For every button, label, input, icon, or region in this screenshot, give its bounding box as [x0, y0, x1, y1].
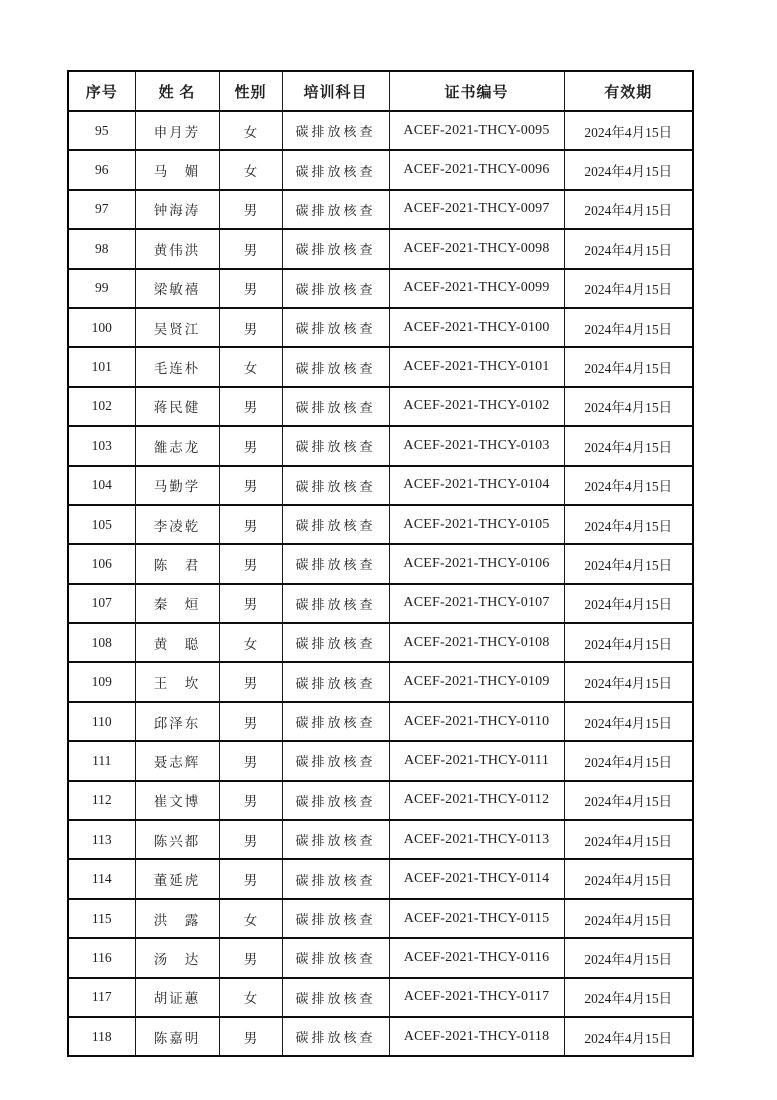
cell-name: 聂志辉: [135, 741, 219, 780]
cell-name: 李凌乾: [135, 505, 219, 544]
table-row: [68, 820, 693, 859]
cell-subject: 碳排放核查: [282, 308, 389, 347]
certificate-table: [67, 70, 694, 1057]
cell-subject: 碳排放核查: [282, 466, 389, 505]
cell-cert-number: ACEF-2021-THCY-0105: [389, 505, 564, 544]
cell-validity: 2024年4月15日: [564, 859, 693, 898]
cell-name: 王 坎: [135, 662, 219, 701]
cell-gender: 男: [219, 781, 282, 820]
cell-cert-number: ACEF-2021-THCY-0114: [389, 859, 564, 898]
cell-subject: 碳排放核查: [282, 978, 389, 1017]
cell-cert-number: ACEF-2021-THCY-0111: [389, 741, 564, 780]
cell-name: 马勤学: [135, 466, 219, 505]
cell-validity: 2024年4月15日: [564, 584, 693, 623]
cell-name: 马 媚: [135, 150, 219, 189]
cell-gender: 男: [219, 308, 282, 347]
cell-validity: 2024年4月15日: [564, 978, 693, 1017]
cell-index: 101: [68, 347, 135, 386]
cell-subject: 碳排放核查: [282, 899, 389, 938]
cell-subject: 碳排放核查: [282, 229, 389, 268]
cell-index: 108: [68, 623, 135, 662]
cell-validity: 2024年4月15日: [564, 150, 693, 189]
cell-name: 梁敏禧: [135, 269, 219, 308]
cell-index: 109: [68, 662, 135, 701]
cell-gender: 男: [219, 426, 282, 465]
cell-name: 陈 君: [135, 544, 219, 583]
table-row: [68, 978, 693, 1017]
cell-name: 黄伟洪: [135, 229, 219, 268]
cell-validity: 2024年4月15日: [564, 702, 693, 741]
table-row: [68, 859, 693, 898]
cell-subject: 碳排放核查: [282, 859, 389, 898]
cell-subject: 碳排放核查: [282, 623, 389, 662]
cell-cert-number: ACEF-2021-THCY-0118: [389, 1017, 564, 1056]
cell-validity: 2024年4月15日: [564, 899, 693, 938]
cell-cert-number: ACEF-2021-THCY-0108: [389, 623, 564, 662]
cell-validity: 2024年4月15日: [564, 308, 693, 347]
cell-index: 115: [68, 899, 135, 938]
cell-index: 103: [68, 426, 135, 465]
cell-name: 陈兴都: [135, 820, 219, 859]
cell-validity: 2024年4月15日: [564, 820, 693, 859]
cell-gender: 男: [219, 466, 282, 505]
cell-gender: 男: [219, 269, 282, 308]
cell-subject: 碳排放核查: [282, 781, 389, 820]
cell-index: 117: [68, 978, 135, 1017]
cell-index: 98: [68, 229, 135, 268]
cell-subject: 碳排放核查: [282, 190, 389, 229]
cell-name: 董延虎: [135, 859, 219, 898]
table-row: [68, 150, 693, 189]
cell-name: 邱泽东: [135, 702, 219, 741]
cell-validity: 2024年4月15日: [564, 938, 693, 977]
table-row: [68, 899, 693, 938]
table-row: [68, 466, 693, 505]
cell-name: 申月芳: [135, 111, 219, 150]
cell-gender: 男: [219, 584, 282, 623]
cell-index: 102: [68, 387, 135, 426]
cell-gender: 女: [219, 899, 282, 938]
cell-subject: 碳排放核查: [282, 269, 389, 308]
header-subject: 培训科目: [282, 71, 389, 111]
cell-name: 雒志龙: [135, 426, 219, 465]
header-validity: 有效期: [564, 71, 693, 111]
table-row: [68, 387, 693, 426]
cell-subject: 碳排放核查: [282, 426, 389, 465]
cell-gender: 女: [219, 978, 282, 1017]
cell-validity: 2024年4月15日: [564, 623, 693, 662]
header-row: [68, 71, 693, 111]
cell-cert-number: ACEF-2021-THCY-0100: [389, 308, 564, 347]
table-row: [68, 781, 693, 820]
cell-index: 118: [68, 1017, 135, 1056]
cell-gender: 女: [219, 347, 282, 386]
cell-gender: 男: [219, 544, 282, 583]
cell-cert-number: ACEF-2021-THCY-0101: [389, 347, 564, 386]
cell-gender: 男: [219, 229, 282, 268]
cell-validity: 2024年4月15日: [564, 269, 693, 308]
cell-validity: 2024年4月15日: [564, 426, 693, 465]
cell-validity: 2024年4月15日: [564, 741, 693, 780]
cell-cert-number: ACEF-2021-THCY-0107: [389, 584, 564, 623]
table-row: [68, 741, 693, 780]
cell-gender: 男: [219, 662, 282, 701]
cell-name: 秦 烜: [135, 584, 219, 623]
cell-name: 钟海涛: [135, 190, 219, 229]
cell-name: 洪 露: [135, 899, 219, 938]
table-row: [68, 544, 693, 583]
cell-cert-number: ACEF-2021-THCY-0115: [389, 899, 564, 938]
cell-name: 胡证蕙: [135, 978, 219, 1017]
cell-cert-number: ACEF-2021-THCY-0106: [389, 544, 564, 583]
cell-gender: 女: [219, 623, 282, 662]
table-row: [68, 938, 693, 977]
cell-index: 104: [68, 466, 135, 505]
cell-name: 汤 达: [135, 938, 219, 977]
cell-validity: 2024年4月15日: [564, 229, 693, 268]
header-index: 序号: [68, 71, 135, 111]
cell-index: 105: [68, 505, 135, 544]
cell-validity: 2024年4月15日: [564, 466, 693, 505]
cell-cert-number: ACEF-2021-THCY-0096: [389, 150, 564, 189]
cell-validity: 2024年4月15日: [564, 190, 693, 229]
table-row: [68, 1017, 693, 1056]
table-row: [68, 190, 693, 229]
cell-name: 吴贤江: [135, 308, 219, 347]
table-row: [68, 308, 693, 347]
cell-cert-number: ACEF-2021-THCY-0116: [389, 938, 564, 977]
cell-index: 99: [68, 269, 135, 308]
cell-subject: 碳排放核查: [282, 741, 389, 780]
cell-subject: 碳排放核查: [282, 150, 389, 189]
cell-subject: 碳排放核查: [282, 505, 389, 544]
cell-validity: 2024年4月15日: [564, 387, 693, 426]
cell-index: 96: [68, 150, 135, 189]
cell-name: 蒋民健: [135, 387, 219, 426]
cell-name: 陈嘉明: [135, 1017, 219, 1056]
cell-index: 111: [68, 741, 135, 780]
table-row: [68, 505, 693, 544]
cell-cert-number: ACEF-2021-THCY-0095: [389, 111, 564, 150]
cell-cert-number: ACEF-2021-THCY-0102: [389, 387, 564, 426]
cell-cert-number: ACEF-2021-THCY-0109: [389, 662, 564, 701]
cell-index: 97: [68, 190, 135, 229]
cell-validity: 2024年4月15日: [564, 544, 693, 583]
cell-index: 116: [68, 938, 135, 977]
cell-gender: 女: [219, 150, 282, 189]
cell-subject: 碳排放核查: [282, 544, 389, 583]
cell-cert-number: ACEF-2021-THCY-0112: [389, 781, 564, 820]
cell-cert-number: ACEF-2021-THCY-0099: [389, 269, 564, 308]
cell-validity: 2024年4月15日: [564, 111, 693, 150]
table-header: [68, 71, 693, 111]
cell-subject: 碳排放核查: [282, 1017, 389, 1056]
cell-index: 112: [68, 781, 135, 820]
cell-name: 崔文博: [135, 781, 219, 820]
cell-subject: 碳排放核查: [282, 111, 389, 150]
cell-subject: 碳排放核查: [282, 938, 389, 977]
cell-index: 114: [68, 859, 135, 898]
table-row: [68, 702, 693, 741]
cell-validity: 2024年4月15日: [564, 662, 693, 701]
header-name: 姓 名: [135, 71, 219, 111]
cell-cert-number: ACEF-2021-THCY-0104: [389, 466, 564, 505]
cell-subject: 碳排放核查: [282, 584, 389, 623]
cell-subject: 碳排放核查: [282, 347, 389, 386]
cell-cert-number: ACEF-2021-THCY-0117: [389, 978, 564, 1017]
cell-gender: 男: [219, 387, 282, 426]
cell-cert-number: ACEF-2021-THCY-0097: [389, 190, 564, 229]
cell-subject: 碳排放核查: [282, 702, 389, 741]
table-row: [68, 426, 693, 465]
cell-validity: 2024年4月15日: [564, 781, 693, 820]
cell-name: 毛连朴: [135, 347, 219, 386]
cell-cert-number: ACEF-2021-THCY-0110: [389, 702, 564, 741]
cell-index: 100: [68, 308, 135, 347]
cell-gender: 男: [219, 1017, 282, 1056]
table-row: [68, 584, 693, 623]
table-row: [68, 229, 693, 268]
cell-gender: 男: [219, 505, 282, 544]
cell-gender: 男: [219, 190, 282, 229]
table-row: [68, 111, 693, 150]
cell-validity: 2024年4月15日: [564, 505, 693, 544]
cell-subject: 碳排放核查: [282, 387, 389, 426]
cell-validity: 2024年4月15日: [564, 1017, 693, 1056]
cell-index: 113: [68, 820, 135, 859]
table-row: [68, 623, 693, 662]
cell-index: 107: [68, 584, 135, 623]
cell-gender: 男: [219, 741, 282, 780]
cell-index: 110: [68, 702, 135, 741]
cell-name: 黄 聪: [135, 623, 219, 662]
cell-gender: 男: [219, 859, 282, 898]
cell-validity: 2024年4月15日: [564, 347, 693, 386]
cell-cert-number: ACEF-2021-THCY-0113: [389, 820, 564, 859]
cell-index: 95: [68, 111, 135, 150]
table-row: [68, 662, 693, 701]
table-row: [68, 269, 693, 308]
table-row: [68, 347, 693, 386]
cell-gender: 女: [219, 111, 282, 150]
cell-subject: 碳排放核查: [282, 662, 389, 701]
cell-gender: 男: [219, 702, 282, 741]
header-gender: 性别: [219, 71, 282, 111]
header-cert-number: 证书编号: [389, 71, 564, 111]
cell-cert-number: ACEF-2021-THCY-0103: [389, 426, 564, 465]
table-body: [68, 111, 693, 1056]
cell-index: 106: [68, 544, 135, 583]
cell-cert-number: ACEF-2021-THCY-0098: [389, 229, 564, 268]
cell-gender: 男: [219, 820, 282, 859]
cell-subject: 碳排放核查: [282, 820, 389, 859]
cell-gender: 男: [219, 938, 282, 977]
